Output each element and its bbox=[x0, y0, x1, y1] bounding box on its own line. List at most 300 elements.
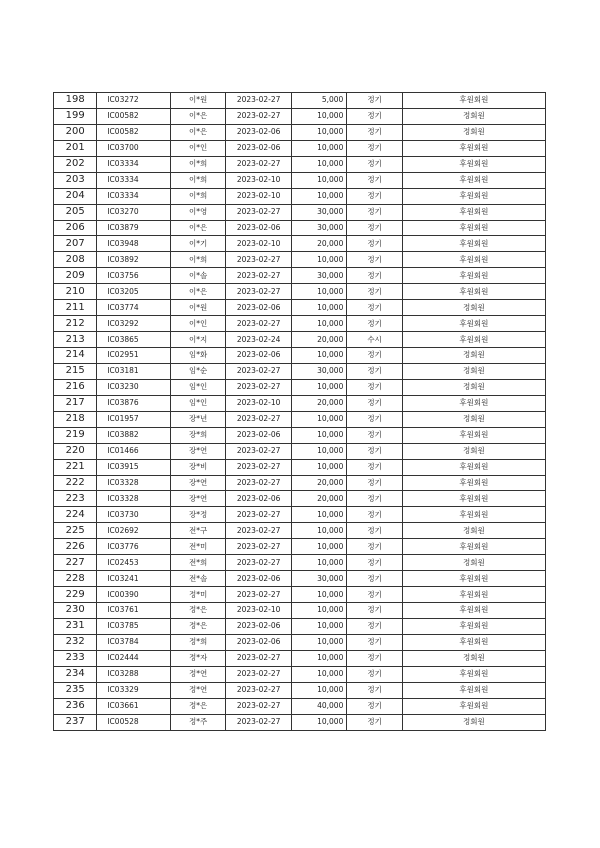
donation-date-cell: 2023-02-27 bbox=[226, 93, 292, 109]
table-row bbox=[54, 411, 546, 427]
member-class-cell: 후원회원 bbox=[402, 571, 545, 587]
member-id-cell: IC03876 bbox=[97, 395, 171, 411]
table-row bbox=[54, 682, 546, 698]
row-number-cell: 201 bbox=[54, 140, 97, 156]
table-row bbox=[54, 603, 546, 619]
amount-cell: 20,000 bbox=[291, 395, 346, 411]
table-row bbox=[54, 443, 546, 459]
donation-date-cell: 2023-02-27 bbox=[226, 363, 292, 379]
row-number-cell: 211 bbox=[54, 300, 97, 316]
member-id-cell: IC03915 bbox=[97, 459, 171, 475]
table-row bbox=[54, 236, 546, 252]
donation-type-cell: 정기 bbox=[347, 666, 402, 682]
member-name-cell: 장*연 bbox=[170, 443, 225, 459]
member-id-cell: IC03761 bbox=[97, 603, 171, 619]
member-id-cell: IC03292 bbox=[97, 316, 171, 332]
donation-date-cell: 2023-02-06 bbox=[226, 300, 292, 316]
row-number-cell: 237 bbox=[54, 714, 97, 730]
row-number-cell: 207 bbox=[54, 236, 97, 252]
row-number-cell: 222 bbox=[54, 475, 97, 491]
donation-date-cell: 2023-02-27 bbox=[226, 475, 292, 491]
amount-cell: 10,000 bbox=[291, 666, 346, 682]
donation-date-cell: 2023-02-10 bbox=[226, 395, 292, 411]
donation-date-cell: 2023-02-27 bbox=[226, 284, 292, 300]
donation-type-cell: 정기 bbox=[347, 491, 402, 507]
member-name-cell: 이*영 bbox=[170, 204, 225, 220]
donation-type-cell: 정기 bbox=[347, 587, 402, 603]
member-name-cell: 전*솔 bbox=[170, 571, 225, 587]
table-row bbox=[54, 379, 546, 395]
member-name-cell: 정*연 bbox=[170, 682, 225, 698]
member-id-cell: IC03288 bbox=[97, 666, 171, 682]
donation-type-cell: 정기 bbox=[347, 284, 402, 300]
row-number-cell: 226 bbox=[54, 539, 97, 555]
member-name-cell: 임*화 bbox=[170, 348, 225, 364]
member-name-cell: 이*은 bbox=[170, 124, 225, 140]
amount-cell: 10,000 bbox=[291, 379, 346, 395]
member-class-cell: 후원회원 bbox=[402, 316, 545, 332]
member-id-cell: IC03328 bbox=[97, 491, 171, 507]
donation-type-cell: 정기 bbox=[347, 555, 402, 571]
donation-date-cell: 2023-02-27 bbox=[226, 698, 292, 714]
member-id-cell: IC03730 bbox=[97, 507, 171, 523]
member-id-cell: IC03334 bbox=[97, 156, 171, 172]
donation-type-cell: 정기 bbox=[347, 268, 402, 284]
member-name-cell: 임*인 bbox=[170, 395, 225, 411]
amount-cell: 10,000 bbox=[291, 188, 346, 204]
donation-type-cell: 정기 bbox=[347, 156, 402, 172]
member-class-cell: 정회원 bbox=[402, 300, 545, 316]
donation-date-cell: 2023-02-10 bbox=[226, 236, 292, 252]
donation-date-cell: 2023-02-27 bbox=[226, 316, 292, 332]
amount-cell: 10,000 bbox=[291, 411, 346, 427]
member-id-cell: IC03756 bbox=[97, 268, 171, 284]
member-id-cell: IC02951 bbox=[97, 348, 171, 364]
row-number-cell: 209 bbox=[54, 268, 97, 284]
row-number-cell: 220 bbox=[54, 443, 97, 459]
donation-date-cell: 2023-02-06 bbox=[226, 571, 292, 587]
donation-ledger-table bbox=[53, 92, 546, 731]
amount-cell: 40,000 bbox=[291, 698, 346, 714]
member-class-cell: 후원회원 bbox=[402, 507, 545, 523]
donation-type-cell: 정기 bbox=[347, 316, 402, 332]
amount-cell: 10,000 bbox=[291, 316, 346, 332]
member-name-cell: 이*희 bbox=[170, 252, 225, 268]
donation-type-cell: 정기 bbox=[347, 188, 402, 204]
donation-type-cell: 수시 bbox=[347, 332, 402, 348]
member-name-cell: 이*솔 bbox=[170, 268, 225, 284]
donation-type-cell: 정기 bbox=[347, 395, 402, 411]
member-name-cell: 장*비 bbox=[170, 459, 225, 475]
amount-cell: 20,000 bbox=[291, 491, 346, 507]
amount-cell: 10,000 bbox=[291, 587, 346, 603]
donation-date-cell: 2023-02-27 bbox=[226, 507, 292, 523]
table-row bbox=[54, 555, 546, 571]
donation-date-cell: 2023-02-27 bbox=[226, 682, 292, 698]
amount-cell: 10,000 bbox=[291, 539, 346, 555]
donation-date-cell: 2023-02-27 bbox=[226, 204, 292, 220]
member-name-cell: 정*연 bbox=[170, 666, 225, 682]
member-name-cell: 전*구 bbox=[170, 523, 225, 539]
table-row bbox=[54, 220, 546, 236]
member-class-cell: 후원회원 bbox=[402, 93, 545, 109]
donation-date-cell: 2023-02-06 bbox=[226, 634, 292, 650]
table-row bbox=[54, 204, 546, 220]
member-id-cell: IC03270 bbox=[97, 204, 171, 220]
table-row bbox=[54, 634, 546, 650]
member-id-cell: IC02692 bbox=[97, 523, 171, 539]
table-row bbox=[54, 475, 546, 491]
donation-date-cell: 2023-02-06 bbox=[226, 348, 292, 364]
amount-cell: 10,000 bbox=[291, 634, 346, 650]
table-row bbox=[54, 268, 546, 284]
donation-type-cell: 정기 bbox=[347, 714, 402, 730]
donation-date-cell: 2023-02-27 bbox=[226, 268, 292, 284]
donation-type-cell: 정기 bbox=[347, 220, 402, 236]
member-id-cell: IC03785 bbox=[97, 618, 171, 634]
donation-type-cell: 정기 bbox=[347, 698, 402, 714]
donation-date-cell: 2023-02-10 bbox=[226, 603, 292, 619]
table-row bbox=[54, 363, 546, 379]
member-class-cell: 후원회원 bbox=[402, 698, 545, 714]
row-number-cell: 203 bbox=[54, 172, 97, 188]
table-row bbox=[54, 348, 546, 364]
table-row bbox=[54, 491, 546, 507]
amount-cell: 30,000 bbox=[291, 268, 346, 284]
member-name-cell: 정*은 bbox=[170, 618, 225, 634]
amount-cell: 30,000 bbox=[291, 220, 346, 236]
table-row bbox=[54, 188, 546, 204]
row-number-cell: 202 bbox=[54, 156, 97, 172]
donation-date-cell: 2023-02-27 bbox=[226, 555, 292, 571]
member-id-cell: IC03700 bbox=[97, 140, 171, 156]
member-id-cell: IC03774 bbox=[97, 300, 171, 316]
donation-type-cell: 정기 bbox=[347, 634, 402, 650]
member-class-cell: 정회원 bbox=[402, 650, 545, 666]
member-class-cell: 후원회원 bbox=[402, 587, 545, 603]
member-name-cell: 이*원 bbox=[170, 93, 225, 109]
member-name-cell: 정*주 bbox=[170, 714, 225, 730]
amount-cell: 20,000 bbox=[291, 475, 346, 491]
amount-cell: 10,000 bbox=[291, 348, 346, 364]
member-id-cell: IC03334 bbox=[97, 172, 171, 188]
member-class-cell: 정회원 bbox=[402, 348, 545, 364]
donation-date-cell: 2023-02-27 bbox=[226, 108, 292, 124]
donation-date-cell: 2023-02-27 bbox=[226, 443, 292, 459]
donation-type-cell: 정기 bbox=[347, 443, 402, 459]
member-class-cell: 후원회원 bbox=[402, 475, 545, 491]
member-class-cell: 후원회원 bbox=[402, 618, 545, 634]
member-name-cell: 정*은 bbox=[170, 603, 225, 619]
donation-date-cell: 2023-02-27 bbox=[226, 714, 292, 730]
row-number-cell: 227 bbox=[54, 555, 97, 571]
member-name-cell: 이*기 bbox=[170, 236, 225, 252]
row-number-cell: 224 bbox=[54, 507, 97, 523]
amount-cell: 10,000 bbox=[291, 108, 346, 124]
donation-type-cell: 정기 bbox=[347, 507, 402, 523]
member-class-cell: 후원회원 bbox=[402, 539, 545, 555]
member-name-cell: 이*원 bbox=[170, 300, 225, 316]
member-name-cell: 이*인 bbox=[170, 140, 225, 156]
amount-cell: 10,000 bbox=[291, 523, 346, 539]
member-class-cell: 후원회원 bbox=[402, 332, 545, 348]
amount-cell: 20,000 bbox=[291, 236, 346, 252]
row-number-cell: 210 bbox=[54, 284, 97, 300]
donation-date-cell: 2023-02-10 bbox=[226, 188, 292, 204]
member-id-cell: IC03882 bbox=[97, 427, 171, 443]
amount-cell: 20,000 bbox=[291, 332, 346, 348]
row-number-cell: 233 bbox=[54, 650, 97, 666]
table-row bbox=[54, 156, 546, 172]
amount-cell: 10,000 bbox=[291, 124, 346, 140]
amount-cell: 10,000 bbox=[291, 555, 346, 571]
row-number-cell: 236 bbox=[54, 698, 97, 714]
member-name-cell: 장*연 bbox=[170, 491, 225, 507]
donation-date-cell: 2023-02-27 bbox=[226, 156, 292, 172]
member-id-cell: IC00390 bbox=[97, 587, 171, 603]
donation-date-cell: 2023-02-27 bbox=[226, 587, 292, 603]
donation-date-cell: 2023-02-06 bbox=[226, 427, 292, 443]
member-class-cell: 후원회원 bbox=[402, 204, 545, 220]
donation-type-cell: 정기 bbox=[347, 411, 402, 427]
row-number-cell: 232 bbox=[54, 634, 97, 650]
donation-type-cell: 정기 bbox=[347, 236, 402, 252]
donation-type-cell: 정기 bbox=[347, 172, 402, 188]
member-class-cell: 정회원 bbox=[402, 555, 545, 571]
row-number-cell: 223 bbox=[54, 491, 97, 507]
row-number-cell: 205 bbox=[54, 204, 97, 220]
member-name-cell: 이*희 bbox=[170, 172, 225, 188]
member-id-cell: IC01466 bbox=[97, 443, 171, 459]
member-id-cell: IC00528 bbox=[97, 714, 171, 730]
donation-type-cell: 정기 bbox=[347, 539, 402, 555]
member-id-cell: IC02444 bbox=[97, 650, 171, 666]
table-row bbox=[54, 300, 546, 316]
member-id-cell: IC03865 bbox=[97, 332, 171, 348]
member-name-cell: 장*희 bbox=[170, 427, 225, 443]
donation-type-cell: 정기 bbox=[347, 459, 402, 475]
member-id-cell: IC03948 bbox=[97, 236, 171, 252]
donation-type-cell: 정기 bbox=[347, 603, 402, 619]
member-name-cell: 이*희 bbox=[170, 188, 225, 204]
table-row bbox=[54, 666, 546, 682]
amount-cell: 10,000 bbox=[291, 252, 346, 268]
donation-type-cell: 정기 bbox=[347, 618, 402, 634]
member-class-cell: 정회원 bbox=[402, 523, 545, 539]
table-row bbox=[54, 507, 546, 523]
member-class-cell: 정회원 bbox=[402, 379, 545, 395]
member-name-cell: 임*인 bbox=[170, 379, 225, 395]
member-id-cell: IC01957 bbox=[97, 411, 171, 427]
member-class-cell: 정회원 bbox=[402, 108, 545, 124]
member-name-cell: 임*순 bbox=[170, 363, 225, 379]
member-name-cell: 정*희 bbox=[170, 634, 225, 650]
member-class-cell: 후원회원 bbox=[402, 395, 545, 411]
member-class-cell: 후원회원 bbox=[402, 188, 545, 204]
member-name-cell: 이*인 bbox=[170, 316, 225, 332]
member-id-cell: IC03181 bbox=[97, 363, 171, 379]
row-number-cell: 204 bbox=[54, 188, 97, 204]
amount-cell: 10,000 bbox=[291, 682, 346, 698]
row-number-cell: 231 bbox=[54, 618, 97, 634]
donation-type-cell: 정기 bbox=[347, 523, 402, 539]
amount-cell: 10,000 bbox=[291, 443, 346, 459]
row-number-cell: 221 bbox=[54, 459, 97, 475]
row-number-cell: 198 bbox=[54, 93, 97, 109]
donation-type-cell: 정기 bbox=[347, 682, 402, 698]
member-name-cell: 이*은 bbox=[170, 220, 225, 236]
donation-type-cell: 정기 bbox=[347, 363, 402, 379]
member-class-cell: 후원회원 bbox=[402, 220, 545, 236]
member-id-cell: IC03661 bbox=[97, 698, 171, 714]
member-name-cell: 이*은 bbox=[170, 284, 225, 300]
member-name-cell: 장*연 bbox=[170, 475, 225, 491]
row-number-cell: 213 bbox=[54, 332, 97, 348]
row-number-cell: 200 bbox=[54, 124, 97, 140]
table-row bbox=[54, 172, 546, 188]
member-id-cell: IC03776 bbox=[97, 539, 171, 555]
member-class-cell: 정회원 bbox=[402, 443, 545, 459]
donation-type-cell: 정기 bbox=[347, 108, 402, 124]
donation-type-cell: 정기 bbox=[347, 427, 402, 443]
member-name-cell: 이*희 bbox=[170, 156, 225, 172]
donation-date-cell: 2023-02-27 bbox=[226, 459, 292, 475]
table-row bbox=[54, 427, 546, 443]
table-row bbox=[54, 523, 546, 539]
table-row bbox=[54, 252, 546, 268]
member-name-cell: 정*미 bbox=[170, 587, 225, 603]
member-class-cell: 후원회원 bbox=[402, 634, 545, 650]
table-row bbox=[54, 284, 546, 300]
member-class-cell: 후원회원 bbox=[402, 603, 545, 619]
member-class-cell: 후원회원 bbox=[402, 459, 545, 475]
donation-date-cell: 2023-02-06 bbox=[226, 220, 292, 236]
row-number-cell: 225 bbox=[54, 523, 97, 539]
member-name-cell: 장*정 bbox=[170, 507, 225, 523]
member-id-cell: IC03334 bbox=[97, 188, 171, 204]
donation-type-cell: 정기 bbox=[347, 204, 402, 220]
table-row bbox=[54, 140, 546, 156]
donation-type-cell: 정기 bbox=[347, 140, 402, 156]
member-id-cell: IC03329 bbox=[97, 682, 171, 698]
member-class-cell: 정회원 bbox=[402, 363, 545, 379]
table-row bbox=[54, 539, 546, 555]
table-row bbox=[54, 124, 546, 140]
member-id-cell: IC03230 bbox=[97, 379, 171, 395]
donation-type-cell: 정기 bbox=[347, 571, 402, 587]
table-row bbox=[54, 332, 546, 348]
member-class-cell: 정회원 bbox=[402, 411, 545, 427]
member-id-cell: IC00582 bbox=[97, 108, 171, 124]
member-id-cell: IC03272 bbox=[97, 93, 171, 109]
row-number-cell: 234 bbox=[54, 666, 97, 682]
amount-cell: 10,000 bbox=[291, 603, 346, 619]
table-row bbox=[54, 316, 546, 332]
row-number-cell: 229 bbox=[54, 587, 97, 603]
table-row bbox=[54, 618, 546, 634]
donation-type-cell: 정기 bbox=[347, 475, 402, 491]
amount-cell: 5,000 bbox=[291, 93, 346, 109]
member-name-cell: 전*희 bbox=[170, 555, 225, 571]
amount-cell: 10,000 bbox=[291, 507, 346, 523]
row-number-cell: 206 bbox=[54, 220, 97, 236]
donation-date-cell: 2023-02-27 bbox=[226, 252, 292, 268]
donation-date-cell: 2023-02-27 bbox=[226, 539, 292, 555]
donation-date-cell: 2023-02-06 bbox=[226, 140, 292, 156]
amount-cell: 10,000 bbox=[291, 427, 346, 443]
ledger-body bbox=[54, 93, 546, 731]
member-class-cell: 후원회원 bbox=[402, 666, 545, 682]
amount-cell: 30,000 bbox=[291, 571, 346, 587]
donation-type-cell: 정기 bbox=[347, 379, 402, 395]
donation-date-cell: 2023-02-27 bbox=[226, 666, 292, 682]
member-name-cell: 이*은 bbox=[170, 108, 225, 124]
donation-date-cell: 2023-02-24 bbox=[226, 332, 292, 348]
amount-cell: 10,000 bbox=[291, 714, 346, 730]
member-class-cell: 후원회원 bbox=[402, 156, 545, 172]
amount-cell: 30,000 bbox=[291, 204, 346, 220]
table-row bbox=[54, 93, 546, 109]
member-name-cell: 정*자 bbox=[170, 650, 225, 666]
amount-cell: 10,000 bbox=[291, 156, 346, 172]
table-row bbox=[54, 714, 546, 730]
row-number-cell: 230 bbox=[54, 603, 97, 619]
member-class-cell: 정회원 bbox=[402, 124, 545, 140]
member-class-cell: 후원회원 bbox=[402, 682, 545, 698]
row-number-cell: 214 bbox=[54, 348, 97, 364]
donation-date-cell: 2023-02-27 bbox=[226, 411, 292, 427]
donation-date-cell: 2023-02-27 bbox=[226, 379, 292, 395]
amount-cell: 10,000 bbox=[291, 300, 346, 316]
member-id-cell: IC00582 bbox=[97, 124, 171, 140]
donation-date-cell: 2023-02-06 bbox=[226, 491, 292, 507]
donation-date-cell: 2023-02-27 bbox=[226, 650, 292, 666]
donation-type-cell: 정기 bbox=[347, 124, 402, 140]
amount-cell: 10,000 bbox=[291, 172, 346, 188]
member-class-cell: 후원회원 bbox=[402, 172, 545, 188]
amount-cell: 10,000 bbox=[291, 618, 346, 634]
member-class-cell: 후원회원 bbox=[402, 284, 545, 300]
member-name-cell: 전*미 bbox=[170, 539, 225, 555]
member-id-cell: IC03784 bbox=[97, 634, 171, 650]
amount-cell: 10,000 bbox=[291, 650, 346, 666]
member-class-cell: 후원회원 bbox=[402, 252, 545, 268]
row-number-cell: 218 bbox=[54, 411, 97, 427]
member-class-cell: 후원회원 bbox=[402, 140, 545, 156]
amount-cell: 10,000 bbox=[291, 140, 346, 156]
table-row bbox=[54, 587, 546, 603]
member-name-cell: 장*년 bbox=[170, 411, 225, 427]
table-row bbox=[54, 108, 546, 124]
row-number-cell: 216 bbox=[54, 379, 97, 395]
amount-cell: 10,000 bbox=[291, 459, 346, 475]
member-class-cell: 후원회원 bbox=[402, 491, 545, 507]
amount-cell: 30,000 bbox=[291, 363, 346, 379]
row-number-cell: 219 bbox=[54, 427, 97, 443]
row-number-cell: 199 bbox=[54, 108, 97, 124]
member-class-cell: 정회원 bbox=[402, 714, 545, 730]
donation-type-cell: 정기 bbox=[347, 93, 402, 109]
row-number-cell: 235 bbox=[54, 682, 97, 698]
member-name-cell: 정*은 bbox=[170, 698, 225, 714]
row-number-cell: 208 bbox=[54, 252, 97, 268]
member-id-cell: IC03328 bbox=[97, 475, 171, 491]
member-id-cell: IC03241 bbox=[97, 571, 171, 587]
donation-date-cell: 2023-02-06 bbox=[226, 618, 292, 634]
amount-cell: 10,000 bbox=[291, 284, 346, 300]
donation-date-cell: 2023-02-10 bbox=[226, 172, 292, 188]
donation-type-cell: 정기 bbox=[347, 252, 402, 268]
